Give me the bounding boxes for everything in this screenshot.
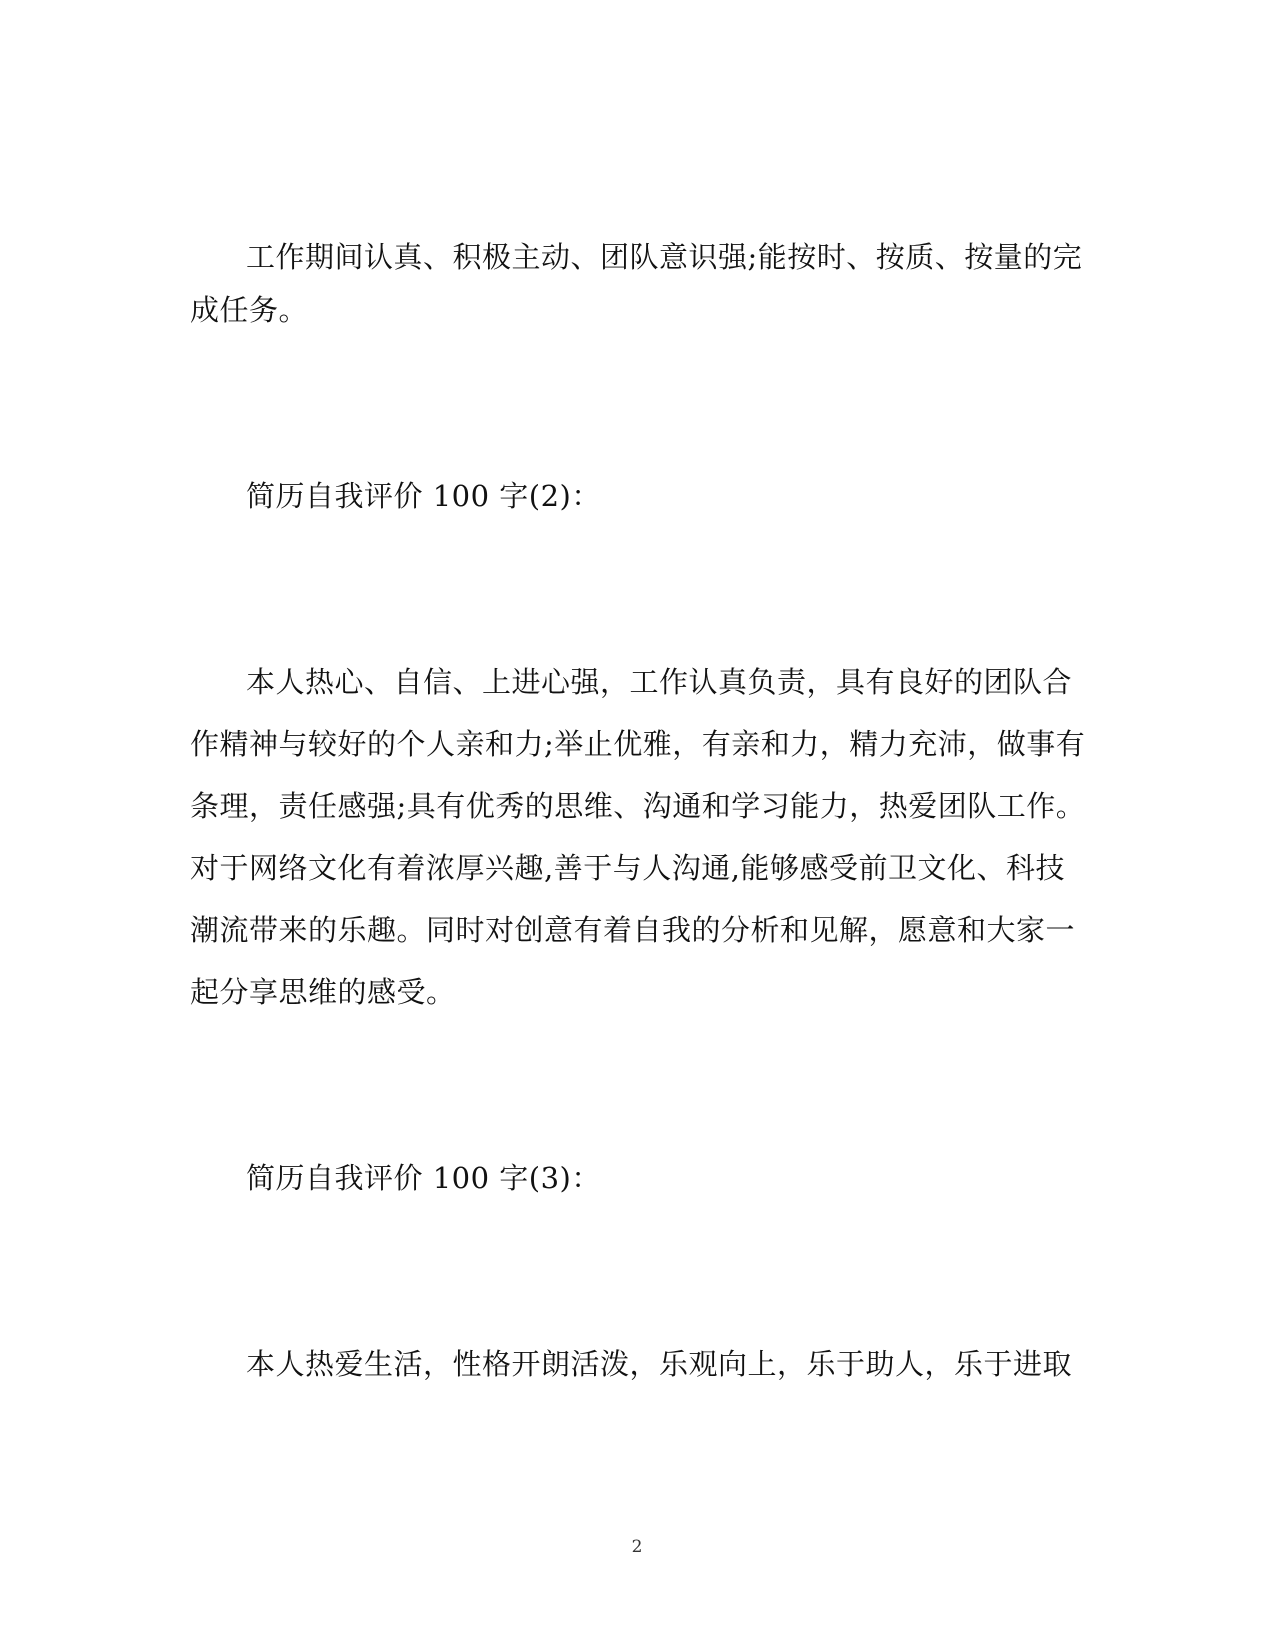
paragraph-2-line-4: 对于网络文化有着浓厚兴趣,善于与人沟通,能够感受前卫文化、科技 <box>190 851 1065 885</box>
paragraph-1-line-2: 成任务。 <box>190 293 309 327</box>
paragraph-2-line-2: 作精神与较好的个人亲和力;举止优雅，有亲和力，精力充沛，做事有 <box>190 727 1086 761</box>
paragraph-2-line-6: 起分享思维的感受。 <box>190 975 456 1009</box>
paragraph-1-line-1: 工作期间认真、积极主动、团队意识强;能按时、按质、按量的完 <box>246 240 1083 274</box>
section-heading-2: 简历自我评价 100 字(2)： <box>246 479 601 513</box>
section-heading-3: 简历自我评价 100 字(3)： <box>246 1161 601 1195</box>
paragraph-2-line-3: 条理，责任感强;具有优秀的思维、沟通和学习能力，热爱团队工作。 <box>190 789 1086 823</box>
page-number: 2 <box>631 1537 643 1557</box>
paragraph-2-line-1: 本人热心、自信、上进心强，工作认真负责，具有良好的团队合 <box>246 665 1073 699</box>
paragraph-3-line-1: 本人热爱生活，性格开朗活泼，乐观向上，乐于助人，乐于进取 <box>246 1347 1073 1381</box>
paragraph-2-line-5: 潮流带来的乐趣。同时对创意有着自我的分析和见解，愿意和大家一 <box>190 913 1076 947</box>
